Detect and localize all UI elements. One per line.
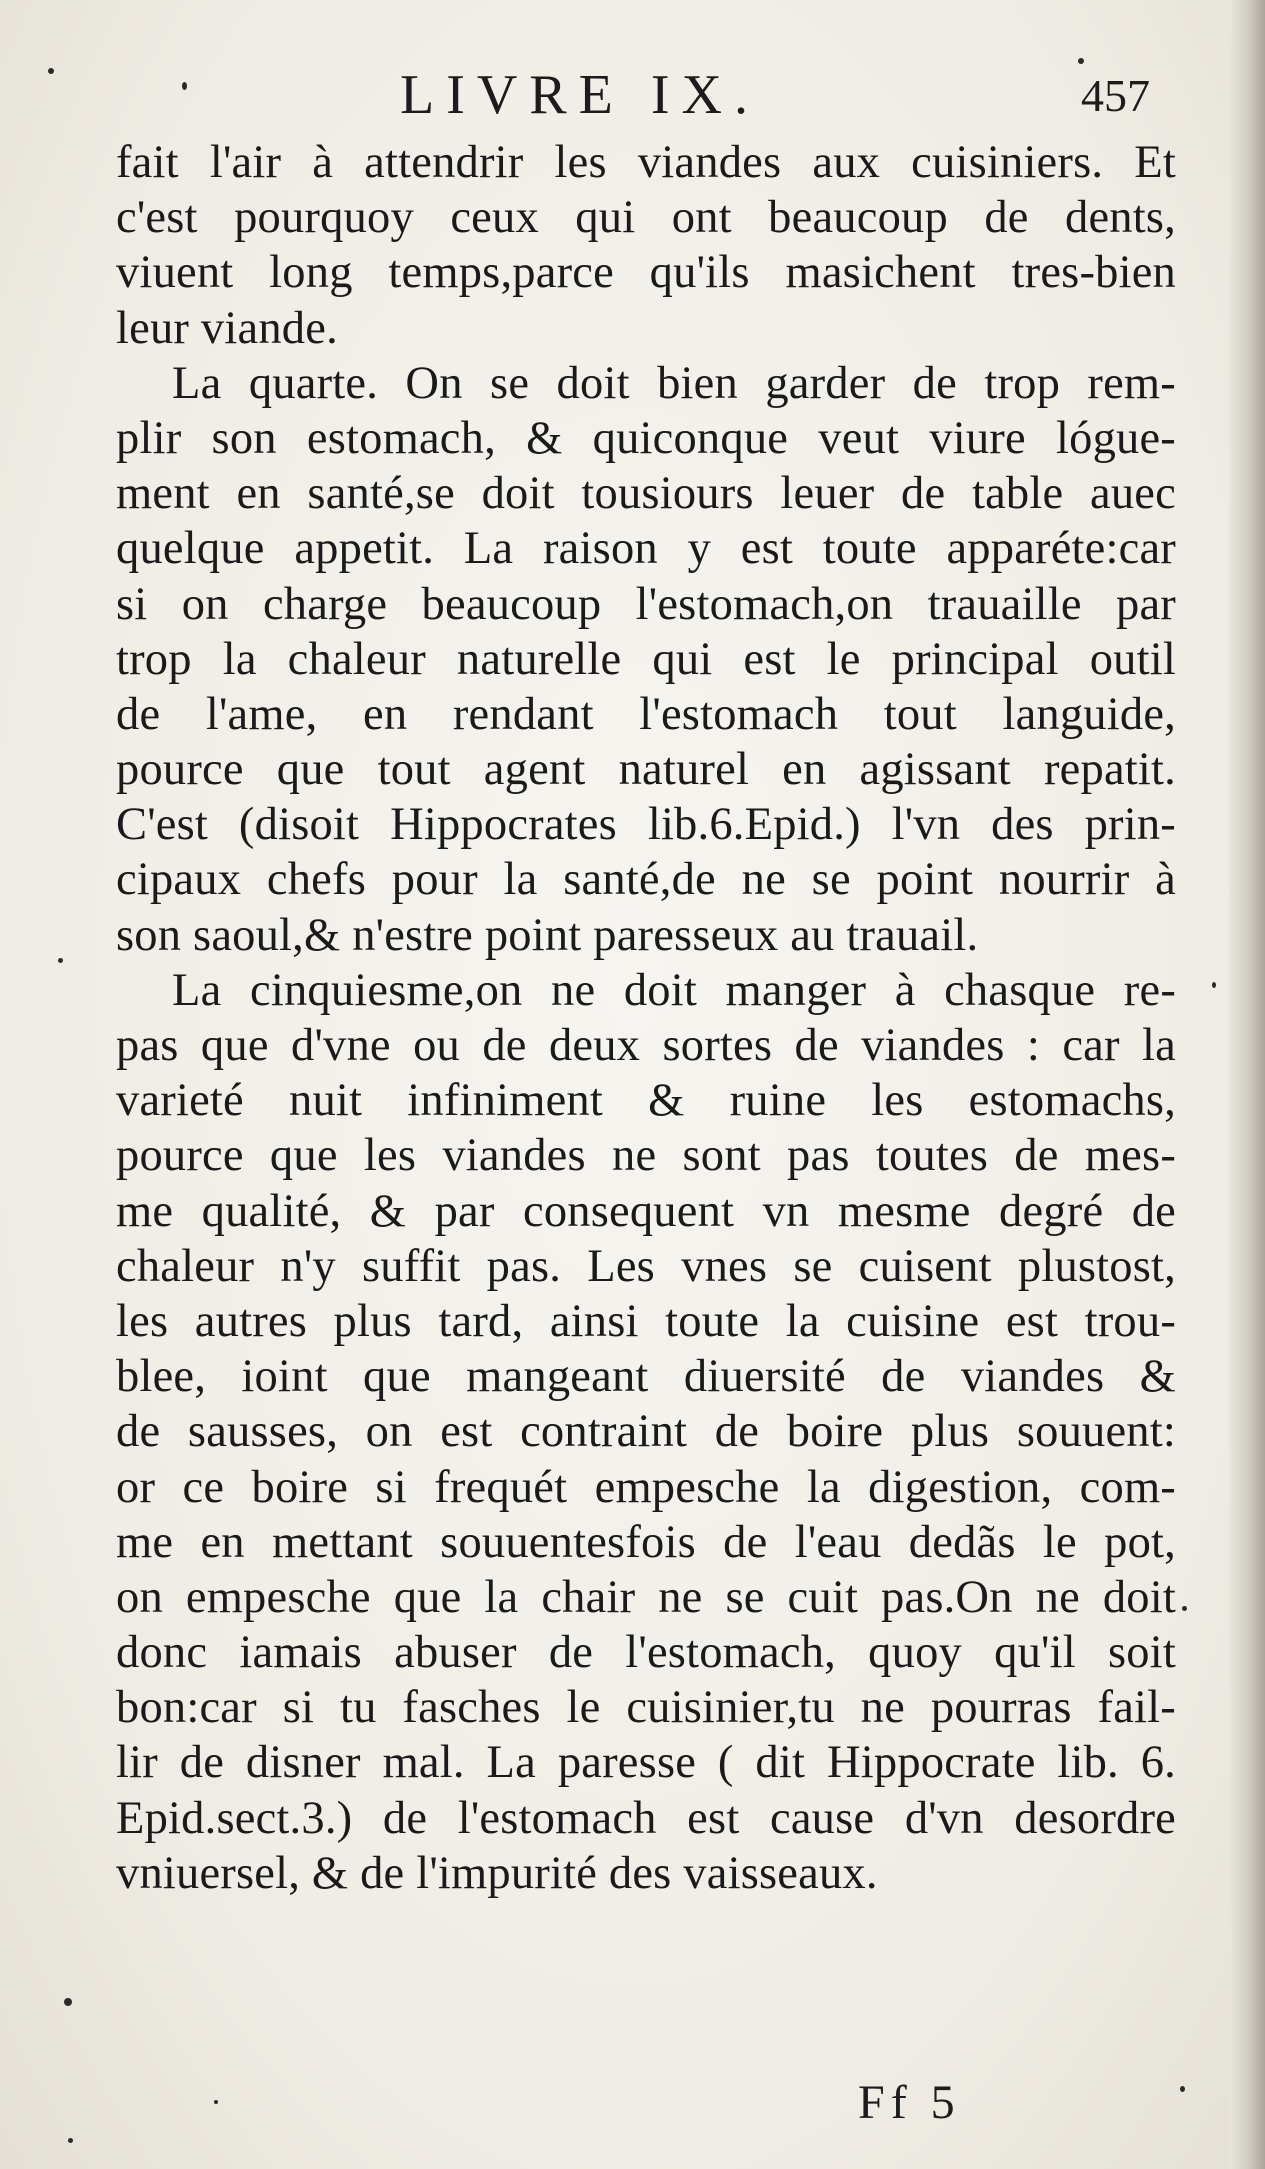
text-line: Epid.sect.3.) de l'estomach est cause d'vn desordre [116, 1792, 1176, 1844]
running-title: LIVRE IX. [400, 64, 760, 126]
text-line: on empesche que la chair ne se cuit pas.On ne doit [116, 1571, 1176, 1623]
text-line: son saoul,& n'estre point paresseux au trauail. [116, 909, 979, 961]
text-line: pource que les viandes ne sont pas toutes de mes- [116, 1130, 1176, 1182]
dust-speck [48, 68, 54, 74]
text-line: me en mettant souuentesfois de l'eau dedãs le pot, [116, 1516, 1176, 1568]
running-head [110, 60, 1170, 130]
dust-speck [182, 82, 187, 90]
text-line: donc iamais abuser de l'estomach, quoy qu'il soit [116, 1627, 1176, 1679]
text-line: C'est (disoit Hippocrates lib.6.Epid.) l'vn des prin- [116, 799, 1176, 851]
text-line: viuent long temps,parce qu'ils masichent tres-bien [116, 247, 1176, 299]
text-line: trop la chaleur naturelle qui est le principal outil [116, 633, 1176, 685]
text-line: quelque appetit. La raison y est toute apparéte:car [116, 523, 1176, 575]
text-line: pource que tout agent naturel en agissant repatit. [116, 744, 1176, 796]
text-line: pas que d'vne ou de deux sortes de viandes : car la [116, 1020, 1176, 1071]
text-line: leur viande. [116, 302, 338, 354]
text-line: vniuersel, & de l'impurité des vaisseaux. [116, 1847, 878, 1899]
text-line: c'est pourquoy ceux qui ont beaucoup de dents, [116, 192, 1176, 244]
dust-speck [1212, 982, 1216, 988]
dust-speck [214, 2100, 218, 2104]
dust-speck [68, 2138, 73, 2143]
text-line: lir de disner mal. La paresse ( dit Hippocrate lib. 6. [116, 1737, 1176, 1789]
text-line: ment en santé,se doit tousiours leuer de table auec [116, 468, 1176, 520]
text-line: plir son estomach, & quiconque veut viure lógue- [116, 412, 1176, 464]
text-line: me qualité, & par consequent vn mesme degré de [116, 1185, 1176, 1237]
text-line: de sausses, on est contraint de boire plus souuent: [116, 1406, 1176, 1458]
text-line: blee, ioint que mangeant diuersité de viandes & [116, 1351, 1176, 1403]
page-number: 457 [1081, 70, 1150, 121]
text-line: de l'ame, en rendant l'estomach tout languide, [116, 688, 1176, 740]
dust-speck [1078, 58, 1084, 64]
dust-speck [1182, 1606, 1187, 1611]
dust-speck [64, 1998, 72, 2006]
text-line: or ce boire si frequét empesche la digestion, com- [116, 1461, 1176, 1513]
page-gutter-shadow [1229, 0, 1265, 2169]
text-line: La quarte. On se doit bien garder de trop rem- [172, 357, 1176, 409]
text-line: les autres plus tard, ainsi toute la cuisine est trou- [116, 1295, 1176, 1347]
text-line: si on charge beaucoup l'estomach,on trauaille par [116, 578, 1176, 630]
body-text [116, 135, 1176, 1901]
text-line: fait l'air à attendrir les viandes aux cuisiniers. Et [116, 137, 1176, 188]
text-line: chaleur n'y suffit pas. Les vnes se cuisent plustost, [116, 1240, 1176, 1292]
dust-speck [58, 958, 63, 963]
text-line: varieté nuit infiniment & ruine les estomachs, [116, 1075, 1176, 1127]
dust-speck [1180, 2086, 1185, 2092]
text-line: La cinquiesme,on ne doit manger à chasque re- [172, 964, 1176, 1016]
text-line: bon:car si tu fasches le cuisinier,tu ne pourras fail- [116, 1682, 1176, 1734]
signature-mark: Ff 5 [858, 2076, 961, 2129]
text-line: cipaux chefs pour la santé,de ne se point nourrir à [116, 854, 1176, 906]
